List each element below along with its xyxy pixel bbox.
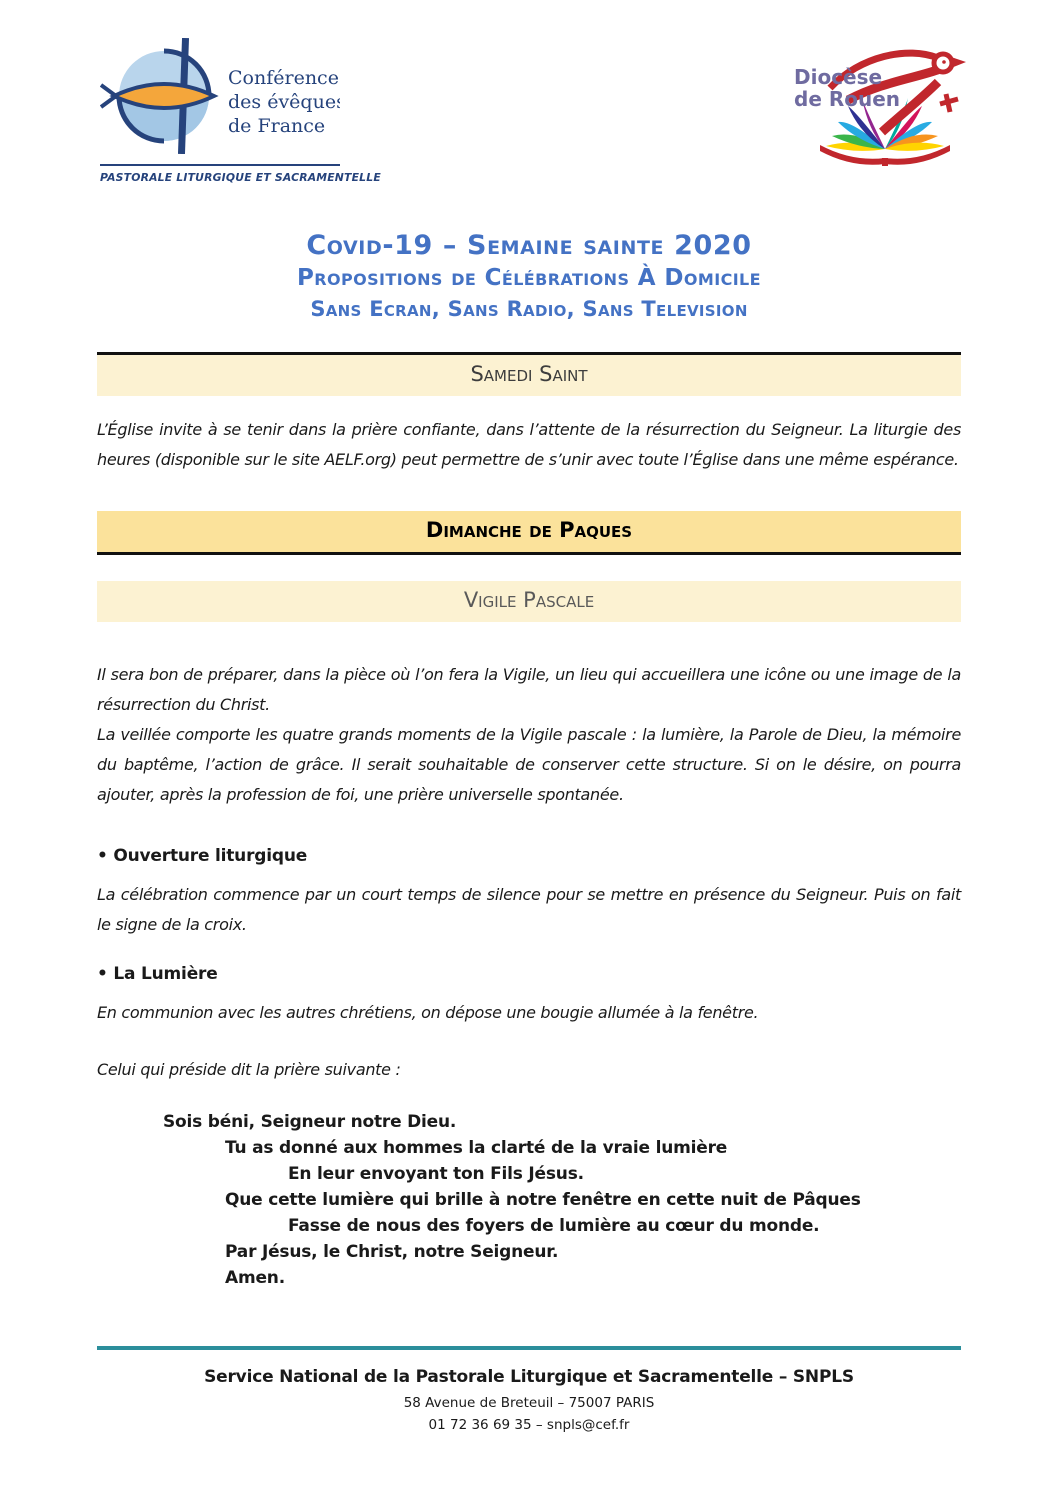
heading-ouverture-liturgique bbox=[97, 846, 961, 866]
section-heading-dimanche-de-paques: Dimanche de Paques bbox=[97, 511, 961, 555]
document-title bbox=[0, 228, 1058, 324]
heading-ouverture-liturgique-label: Ouverture liturgique bbox=[113, 846, 308, 866]
prayer-line: Sois béni, Seigneur notre Dieu. bbox=[163, 1112, 457, 1132]
footer bbox=[97, 1346, 961, 1433]
footer-phone-email: 01 72 36 69 35 – snpls@cef.fr bbox=[428, 1417, 630, 1433]
rouen-logo bbox=[790, 42, 980, 171]
document-body bbox=[97, 352, 961, 1291]
cross-fish-globe-icon bbox=[101, 38, 214, 154]
prayer-line: En leur envoyant ton Fils Jésus. bbox=[288, 1164, 584, 1184]
rouen-logo-graphic bbox=[790, 42, 980, 167]
rouen-logo-name-line2: de Rouen bbox=[794, 87, 901, 111]
prayer-line: Tu as donné aux hommes la clarté de la vraie lumière bbox=[225, 1138, 728, 1158]
title-line-2: Propositions de Célébrations À Domicile bbox=[297, 265, 761, 291]
footer-divider bbox=[97, 1346, 961, 1350]
cef-logo-subtitle: PASTORALE LITURGIQUE ET SACRAMENTELLE bbox=[100, 164, 340, 184]
title-line-3: Sans Ecran, Sans Radio, Sans Television bbox=[310, 297, 748, 321]
heading-la-lumiere-label: La Lumière bbox=[113, 964, 218, 984]
vigile-intro-paragraph-1: Il sera bon de préparer, dans la pièce où l’on fera la Vigile, un lieu qui accueillera une icône ou une image de la résurrection du Christ. bbox=[97, 665, 961, 714]
footer-service-name: Service National de la Pastorale Liturgique et Sacramentelle – SNPLS bbox=[204, 1367, 854, 1387]
rouen-logo-name-line1: Diocèse bbox=[794, 65, 883, 89]
section-heading-samedi-saint: Samedi Saint bbox=[97, 352, 961, 396]
samedi-saint-paragraph: L’Église invite à se tenir dans la prière confiante, dans l’attente de la résurrection du Seigneur. La liturgie des heures (disponible sur le site AELF.org) peut permettre de s’unir avec toute l’Église dans une même espérance. bbox=[97, 420, 961, 469]
prayer-line: Fasse de nous des foyers de lumière au cœur du monde. bbox=[288, 1216, 820, 1236]
bullet-icon: • bbox=[97, 964, 108, 984]
cef-logo-name-line3: de France bbox=[228, 115, 326, 137]
bullet-icon: • bbox=[97, 846, 108, 866]
header bbox=[0, 0, 1058, 184]
vigile-intro bbox=[97, 660, 961, 810]
section-heading-vigile-pascale: Vigile Pascale bbox=[97, 581, 961, 622]
heading-la-lumiere bbox=[97, 964, 961, 984]
vigile-intro-paragraph-2: La veillée comporte les quatre grands moments de la Vigile pascale : la lumière, la Parole de Dieu, la mémoire du baptême, l’action de grâce. Il serait souhaitable de conserver cette structure. Si on le désire, on pourra ajouter, après la profession de foi, une prière universelle spontanée. bbox=[97, 725, 961, 804]
prayer-line: Par Jésus, le Christ, notre Seigneur. bbox=[225, 1242, 559, 1262]
cef-logo-name-line2: des évêques bbox=[228, 91, 340, 113]
prayer-block bbox=[97, 1109, 961, 1291]
footer-address: 58 Avenue de Breteuil – 75007 PARIS bbox=[403, 1395, 655, 1411]
prayer-line: Amen. bbox=[225, 1268, 285, 1288]
prayer-line: Que cette lumière qui brille à notre fenêtre en cette nuit de Pâques bbox=[225, 1190, 861, 1210]
cef-logo-name-line1: Conférence bbox=[228, 67, 339, 89]
cef-logo bbox=[100, 38, 381, 184]
lumiere-paragraph: En communion avec les autres chrétiens, on dépose une bougie allumée à la fenêtre. bbox=[97, 1003, 759, 1022]
prayer-instruction: Celui qui préside dit la prière suivante : bbox=[97, 1060, 401, 1079]
ouverture-paragraph: La célébration commence par un court temps de silence pour se mettre en présence du Seigneur. Puis on fait le signe de la croix. bbox=[97, 885, 961, 934]
cef-logo-graphic bbox=[100, 38, 340, 154]
title-line-1: Covid-19 – Semaine sainte 2020 bbox=[306, 230, 752, 261]
